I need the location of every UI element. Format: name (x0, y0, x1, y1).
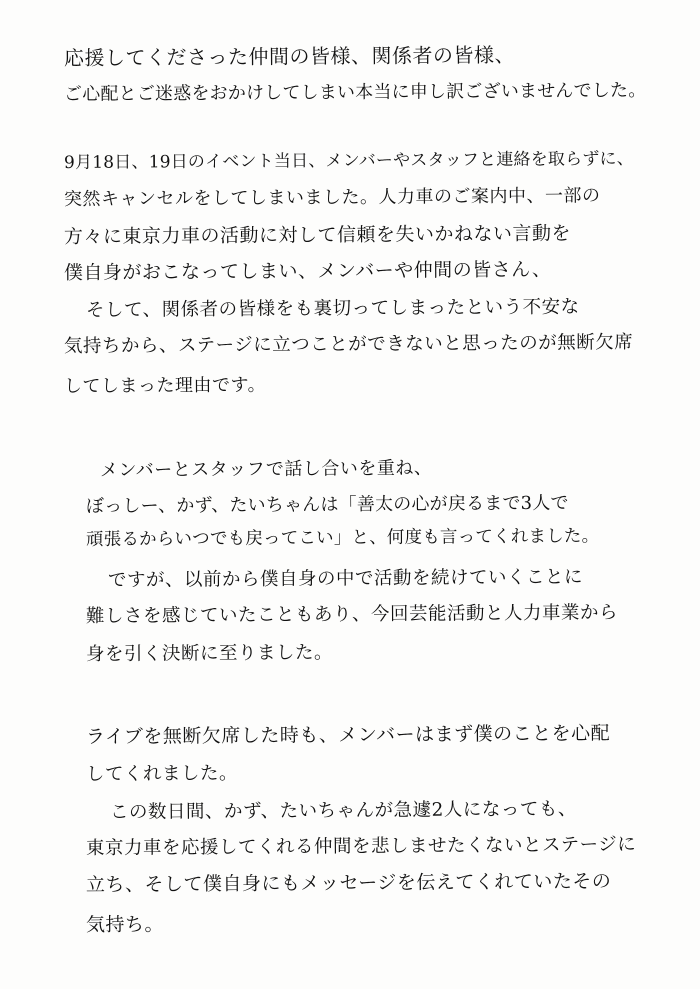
letter-line: 応援してくださった仲間の皆様、関係者の皆様、 (63, 42, 516, 70)
letter-line: 突然キャンセルをしてしまいました。人力車のご案内中、一部の (63, 185, 601, 210)
letter-line: ぼっしー、かず、たいちゃんは「善太の心が戻るまで3人で (85, 492, 569, 517)
letter-line: ご心配とご迷惑をおかけしてしまい本当に申し訳ございませんでした。 (63, 79, 647, 105)
letter-line: 9月18日、19日のイベント当日、メンバーやスタッフと連絡を取らずに、 (63, 149, 634, 173)
letter-line: 難しさを感じていたこともあり、今回芸能活動と人力車業から (85, 602, 619, 627)
letter-line: この数日間、かず、たいちゃんが急遽2人になっても、 (109, 798, 577, 823)
letter-line: 身を引く決断に至りました。 (85, 642, 334, 665)
letter-line: 気持ち。 (85, 913, 165, 936)
letter-line: メンバーとスタッフで話し合いを重ね、 (99, 457, 433, 481)
letter-line: してしまった理由です。 (63, 374, 267, 397)
letter-line: ですが、以前から僕自身の中で活動を続けていくことに (107, 566, 584, 591)
letter-line: 頑張るからいつでも戻ってこい」と、何度も言ってくれました。 (85, 526, 600, 550)
letter-line: してくれました。 (85, 762, 239, 785)
letter-line: 立ち、そして僕自身にもメッセージを伝えてくれていたその (85, 870, 612, 896)
letter-line: 東京力車を応援してくれる仲間を悲しませたくないとステージに (85, 834, 637, 859)
letter-line: 気持ちから、ステージに立つことができないと思ったのが無断欠席 (63, 332, 634, 357)
letter-line: ライブを無断欠席した時も、メンバーはまず僕のことを心配 (85, 722, 611, 748)
letter-line: 僕自身がおこなってしまい、メンバーや仲間の皆さん、 (63, 258, 552, 284)
letter-line: 方々に東京力車の活動に対して信頼を失いかねない言動を (63, 222, 572, 248)
letter-line: そして、関係者の皆様をも裏切ってしまったという不安な (85, 296, 580, 321)
